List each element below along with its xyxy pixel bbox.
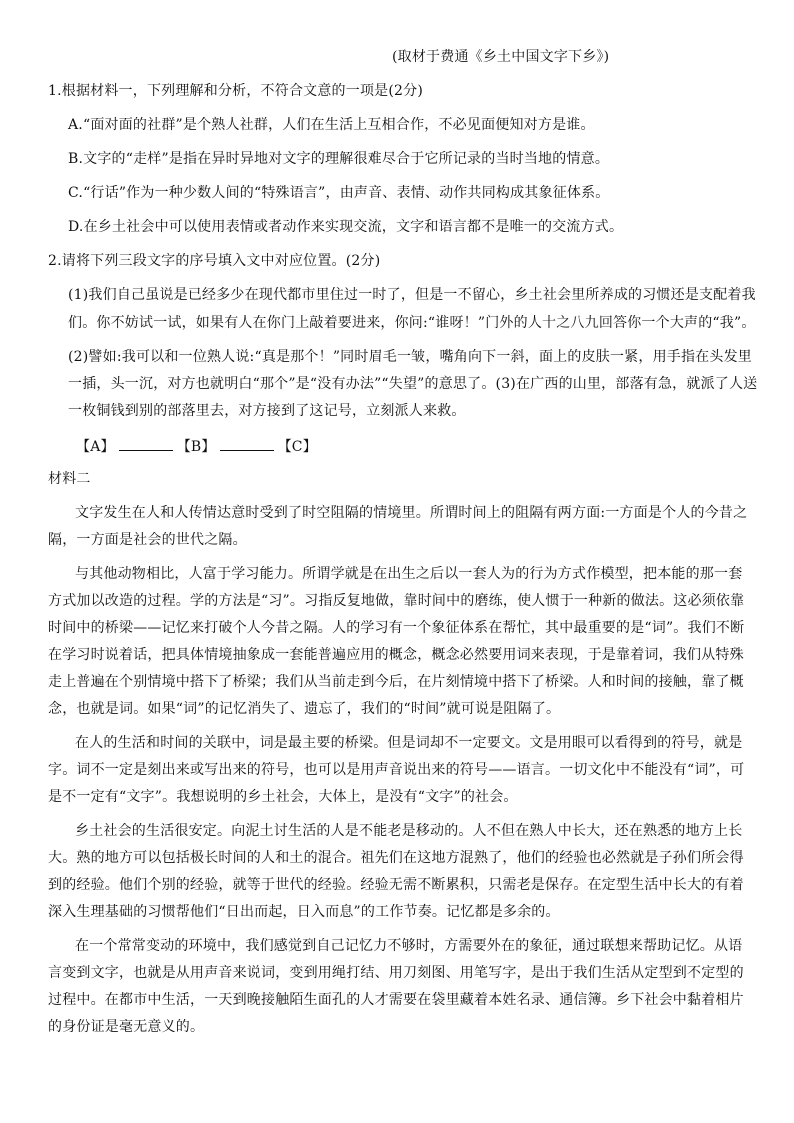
material-2-line: 隔，一方面是社会的世代之隔。	[48, 532, 247, 548]
material-2-line: 方式加以改造的过程。学的方法是“习”。习指反复地做，靠时间中的磨练，使人惯于一种新的做法。这必须依靠	[48, 593, 745, 609]
question-1-option-a: A.“面对面的社群”是个熟人社群，人们在生活上互相合作，不必见面便知对方是谁。	[68, 117, 595, 133]
material-2-line: 走上普遍在个别情境中搭下了桥梁；我们从当前走到今后，在片刻情境中搭下了桥梁。人和时间的接触，靠了概	[48, 674, 744, 690]
material-2-heading: 材料二	[48, 471, 91, 487]
material-2-line: 在学习时说着话，把具体情境抽象成一套能普遍应用的概念，概念必然要用词来表现，于是靠着词，我们从特殊	[48, 647, 744, 663]
material-2-line: 念，也就是词。如果“词”的记忆消失了、遗忘了，我们的“时间”就可说是阻隔了。	[48, 701, 561, 717]
material-2-line: 深入生理基础的习惯帮他们“日出而起，日入而息”的工作节奏。记忆都是多余的。	[48, 904, 560, 920]
blank-b-field[interactable]	[220, 438, 274, 451]
blank-b-label: 【B】	[176, 439, 216, 455]
question-1-option-b: B.文字的“走样”是指在异时异地对文字的理解很难尽合于它所记录的当时当地的情意。	[68, 151, 610, 167]
material-2-line: 字。词不一定是刻出来或写出来的符号，也可以是用声音说出来的符号——语言。一切文化中不能没有“词”，可	[48, 762, 745, 778]
answer-blanks	[76, 438, 317, 454]
question-2-para-2-line: 一枚铜钱到别的部落里去，对方接到了这记号，立刻派人来救。	[68, 403, 466, 419]
material-2-line: 乡土社会的生活很安定。向泥土讨生活的人是不能老是移动的。人不但在熟人中长大，还在熟悉的地方上长	[75, 823, 743, 839]
blank-a-field[interactable]	[119, 438, 173, 451]
question-1-stem: 1.根据材料一，下列理解和分析，不符合文意的一项是(2分)	[48, 83, 423, 99]
material-2-line: 过程中。在都市中生活，一天到晚接触陌生面孔的人才需要在袋里藏着本姓名录、通信簿。乡下社会中黏着相片	[48, 992, 744, 1008]
material-2-line: 在人的生活和时间的关联中，词是最主要的桥梁。但是词却不一定要文。文是用眼可以看得到的符号，就是	[75, 735, 743, 751]
source-note: (取材于费通《乡土中国文字下乡》)	[392, 49, 610, 65]
question-2-para-1-line: (1)我们自己虽说是已经多少在现代都市里住过一时了，但是一不留心，乡土社会里所养成的习惯还是支配着我	[68, 287, 756, 303]
material-2-line: 在一个常常变动的环境中，我们感觉到自己记忆力不够时，方需要外在的象征，通过联想来帮助记忆。从语	[75, 938, 743, 954]
material-2-line: 到的经验。他们个别的经验，就等于世代的经验。经验无需不断累积，只需老是保存。在定型生活中长大的有着	[48, 877, 744, 893]
material-2-line: 大。熟的地方可以包括极长时间的人和土的混合。祖先们在这地方混熟了，他们的经验也必然就是子孙们所会得	[48, 850, 744, 866]
blank-c-label: 【C】	[277, 439, 317, 455]
question-2-para-1-line: 们。你不妨试一试，如果有人在你门上敲着要进来，你问:“谁呀！”门外的人十之八九回答你一个大声的“我”。	[68, 315, 756, 331]
material-2-line: 时间中的桥梁——记忆来打破个人今昔之隔。人的学习有一个象征体系在帮忙，其中最重要的是“词”。我们不断	[48, 620, 745, 636]
blank-a-label: 【A】	[76, 439, 115, 455]
material-2-line: 与其他动物相比，人富于学习能力。所谓学就是在出生之后以一套人为的行为方式作模型，把本能的那一套	[75, 566, 743, 582]
question-2-para-2-line: 一插，头一沉，对方也就明白“那个”是“没有办法”“失望”的意思了。(3)在广西的山里，部落有急，就派了人送	[68, 376, 758, 392]
material-2-line: 的身份证是毫无意义的。	[48, 1019, 205, 1035]
question-1-option-c: C.“行话”作为一种少数人间的“特殊语言”，由声音、表情、动作共同构成其象征体系。	[68, 185, 610, 201]
question-2-stem: 2.请将下列三段文字的序号填入文中对应位置。(2分)	[48, 253, 381, 269]
material-2-line: 言变到文字，也就是从用声音来说词，变到用绳打结、用刀刻图、用笔写字，是出于我们生活从定型到不定型的	[48, 965, 744, 981]
question-1-option-d: D.在乡土社会中可以使用表情或者动作来实现交流，文字和语言都不是唯一的交流方式。	[68, 219, 624, 235]
question-2-para-2-line: (2)譬如:我可以和一位熟人说:“真是那个！”同时眉毛一皱，嘴角向下一斜，面上的皮肤一紧，用手指在头发里	[68, 349, 752, 365]
material-2-line: 是不一定有“文字”。我想说明的乡土社会，大体上，是没有“文字”的社会。	[48, 789, 518, 805]
material-2-line: 文字发生在人和人传情达意时受到了时空阻隔的情境里。所谓时间上的阻隔有两方面:一方面是个人的今昔之	[75, 505, 748, 521]
